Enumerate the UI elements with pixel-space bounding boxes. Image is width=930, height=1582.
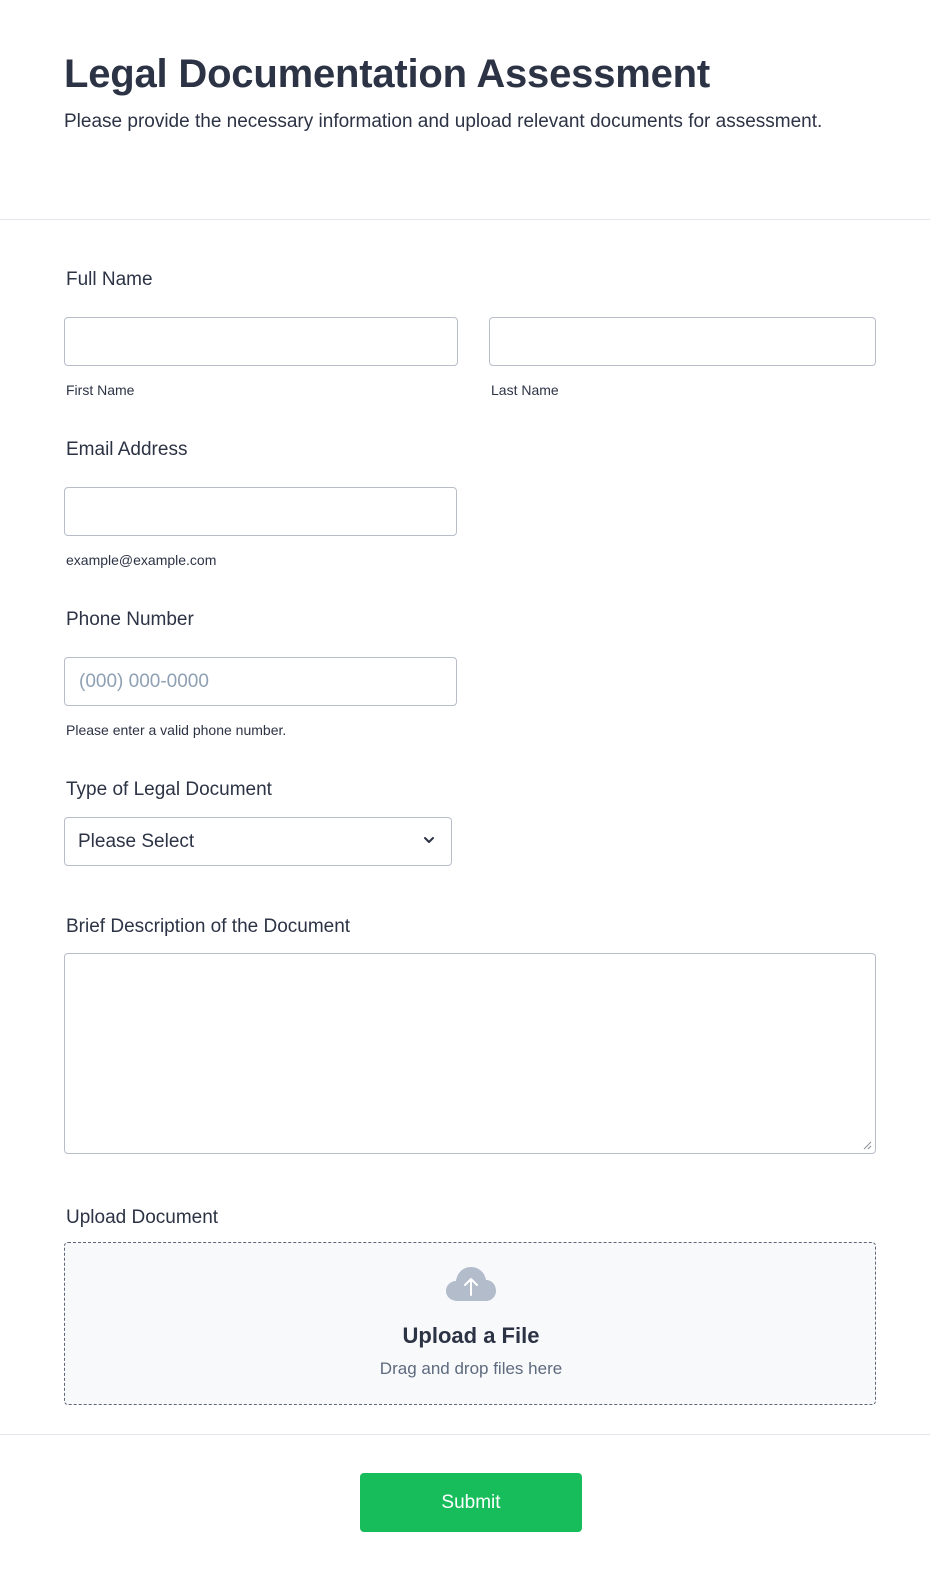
document-type-select[interactable] <box>64 817 452 866</box>
email-input[interactable] <box>64 487 457 536</box>
email-label: Email Address <box>66 439 188 460</box>
upload-hint: Drag and drop files here <box>379 1359 563 1378</box>
phone-input[interactable] <box>64 657 457 706</box>
form-footer <box>0 1434 930 1582</box>
description-textarea[interactable] <box>64 953 876 1154</box>
submit-button[interactable]: Submit <box>360 1473 582 1532</box>
resize-handle-icon[interactable] <box>862 1140 872 1150</box>
first-name-sublabel: First Name <box>66 382 135 398</box>
phone-label: Phone Number <box>66 609 194 630</box>
form-header <box>0 0 930 220</box>
upload-dropzone[interactable] <box>64 1242 876 1405</box>
phone-sublabel: Please enter a valid phone number. <box>66 722 287 738</box>
upload-label: Upload Document <box>66 1207 219 1228</box>
page-title: Legal Documentation Assessment <box>64 52 711 96</box>
chevron-down-icon <box>421 832 437 848</box>
cloud-upload-icon <box>445 1265 497 1303</box>
full-name-label: Full Name <box>66 269 153 290</box>
email-sublabel: example@example.com <box>66 552 217 568</box>
document-type-selected: Please Select <box>78 831 195 852</box>
upload-title: Upload a File <box>402 1323 540 1348</box>
last-name-input[interactable] <box>489 317 876 366</box>
page-subtitle: Please provide the necessary information and upload relevant documents for assessment. <box>64 111 823 132</box>
last-name-sublabel: Last Name <box>491 382 559 398</box>
document-type-label: Type of Legal Document <box>66 779 272 800</box>
description-label: Brief Description of the Document <box>66 916 351 937</box>
first-name-input[interactable] <box>64 317 458 366</box>
